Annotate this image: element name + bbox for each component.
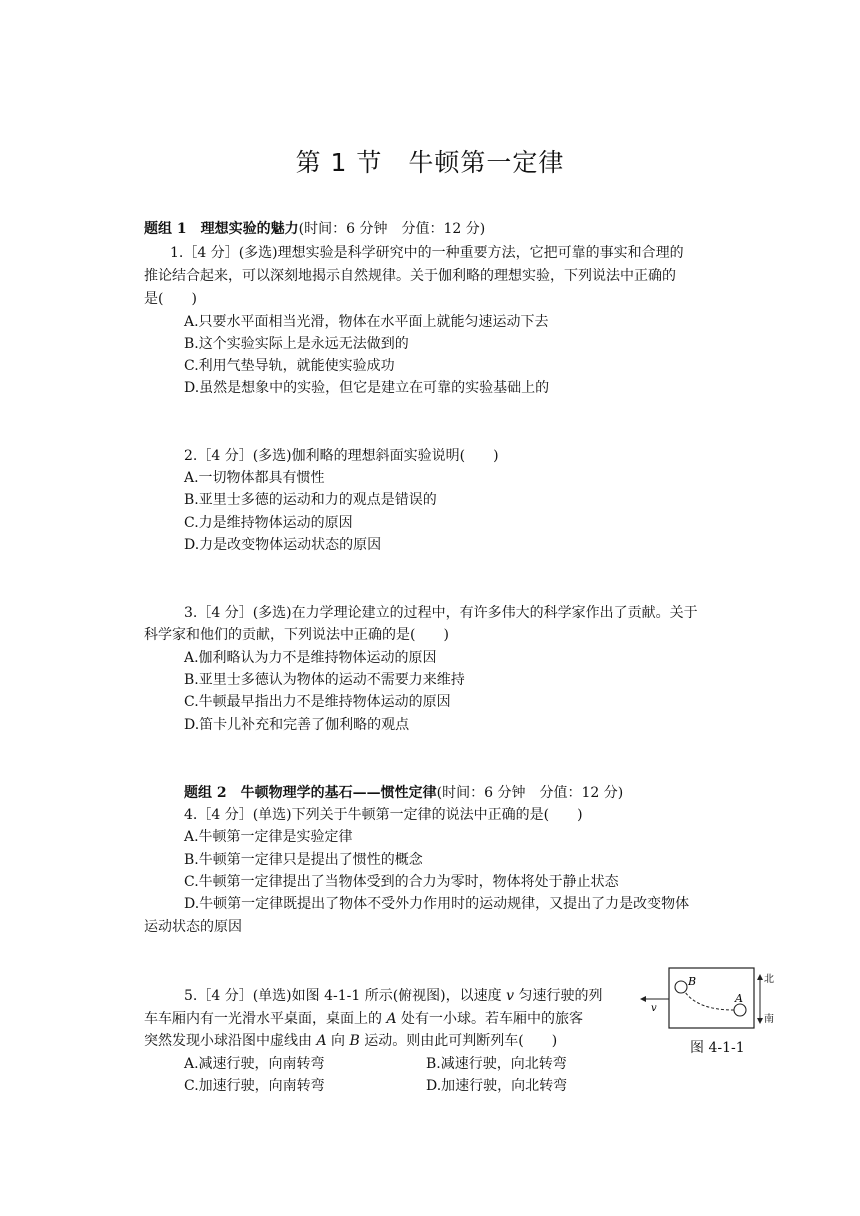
q5-option-c: C.加速行驶，向南转弯 <box>184 1078 325 1094</box>
q5-text: 向 <box>326 1033 350 1049</box>
ball-b <box>675 981 687 993</box>
q5-var-v: v <box>506 988 515 1004</box>
q4-option-c: C.牛顿第一定律提出了当物体受到的合力为零时，物体将处于静止状态 <box>184 874 619 890</box>
q4-option-d-line2: 运动状态的原因 <box>144 919 242 935</box>
label-south: 南 <box>764 1014 774 1025</box>
group1-label: 题组 1 理想实验的魅力 <box>144 221 299 237</box>
q5-var-b: B <box>349 1033 360 1049</box>
q4-option-d-line1: D.牛顿第一定律既提出了物体不受外力作用时的运动规律，又提出了力是改变物体 <box>184 896 690 912</box>
q3-stem-line2: 科学家和他们的贡献，下列说法中正确的是( ) <box>144 627 449 643</box>
q3-option-c: C.牛顿最早指出力不是维持物体运动的原因 <box>184 694 451 710</box>
group1-meta: (时间：6 分钟 分值：12 分) <box>298 221 486 237</box>
arrow-head-icon <box>640 996 646 1002</box>
label-north: 北 <box>764 974 774 985</box>
q3-option-b: B.亚里士多德认为物体的运动不需要力来维持 <box>184 672 465 688</box>
q5-stem-line3 <box>144 1031 557 1051</box>
group2-meta: (时间：6 分钟 分值：12 分) <box>436 785 624 801</box>
q1-option-a: A.只要水平面相当光滑，物体在水平面上就能匀速运动下去 <box>184 314 549 330</box>
q5-option-a: A.减速行驶，向南转弯 <box>184 1056 325 1072</box>
q2-option-a: A.一切物体都具有惯性 <box>184 470 325 486</box>
q1-stem-line3: 是( ) <box>144 291 197 307</box>
q3-option-d: D.笛卡儿补充和完善了伽利略的观点 <box>184 717 410 733</box>
q5-stem-line1 <box>184 986 602 1006</box>
q5-text: 运动。则由此可判断列车( ) <box>359 1033 558 1049</box>
q5-text: 匀速行驶的列 <box>514 988 603 1004</box>
q1-option-d: D.虽然是想象中的实验，但它是建立在可靠的实验基础上的 <box>184 380 550 396</box>
q2-option-c: C.力是维持物体运动的原因 <box>184 515 353 531</box>
dashed-path <box>685 992 734 1010</box>
q5-text: 突然发现小球沿图中虚线由 <box>144 1033 317 1049</box>
q5-text: 处有一小球。若车厢中的旅客 <box>396 1011 584 1027</box>
group2-label: 题组 2 牛顿物理学的基石——惯性定律 <box>184 785 437 801</box>
q1-option-c: C.利用气垫导轨，就能使实验成功 <box>184 358 395 374</box>
q2-option-d: D.力是改变物体运动状态的原因 <box>184 537 382 553</box>
label-b: B <box>688 975 697 988</box>
page-title: 第 1 节 牛顿第一定律 <box>295 148 565 177</box>
label-a: A <box>735 992 743 1005</box>
figure-caption: 图 4-1-1 <box>690 1040 745 1056</box>
q3-option-a: A.伽利略认为力不是维持物体运动的原因 <box>184 650 437 666</box>
q1-stem-line1: 1.［4 分］(多选)理想实验是科学研究中的一种重要方法，它把可靠的事实和合理的 <box>170 245 684 261</box>
label-v: v <box>651 1003 657 1014</box>
q1-stem-line2: 推论结合起来，可以深刻地揭示自然规律。关于伽利略的理想实验，下列说法中正确的 <box>144 268 676 284</box>
q5-var-a: A <box>386 1011 397 1027</box>
q4-stem: 4.［4 分］(单选)下列关于牛顿第一定律的说法中正确的是( ) <box>184 807 583 823</box>
north-arrow-icon <box>757 974 763 980</box>
q4-option-a: A.牛顿第一定律是实验定律 <box>184 829 353 845</box>
q5-stem-line2 <box>144 1009 583 1029</box>
south-arrow-icon <box>757 1018 763 1024</box>
q5-option-d: D.加速行驶，向北转弯 <box>426 1078 568 1094</box>
group2-heading <box>184 783 623 803</box>
q5-text: 5.［4 分］(单选)如图 4-1-1 所示(俯视图)，以速度 <box>184 988 507 1004</box>
q1-option-b: B.这个实验实际上是永远无法做到的 <box>184 336 409 352</box>
q2-option-b: B.亚里士多德的运动和力的观点是错误的 <box>184 492 437 508</box>
q5-text: 车车厢内有一光滑水平桌面，桌面上的 <box>144 1011 387 1027</box>
q5-option-b: B.减速行驶，向北转弯 <box>426 1056 567 1072</box>
q4-option-b: B.牛顿第一定律只是提出了惯性的概念 <box>184 852 423 868</box>
ball-a <box>734 1004 746 1016</box>
q3-stem-line1: 3.［4 分］(多选)在力学理论建立的过程中，有许多伟大的科学家作出了贡献。关于 <box>184 605 698 621</box>
group1-heading <box>144 219 485 239</box>
q5-var-a: A <box>316 1033 327 1049</box>
q2-stem: 2.［4 分］(多选)伽利略的理想斜面实验说明( ) <box>184 448 499 464</box>
